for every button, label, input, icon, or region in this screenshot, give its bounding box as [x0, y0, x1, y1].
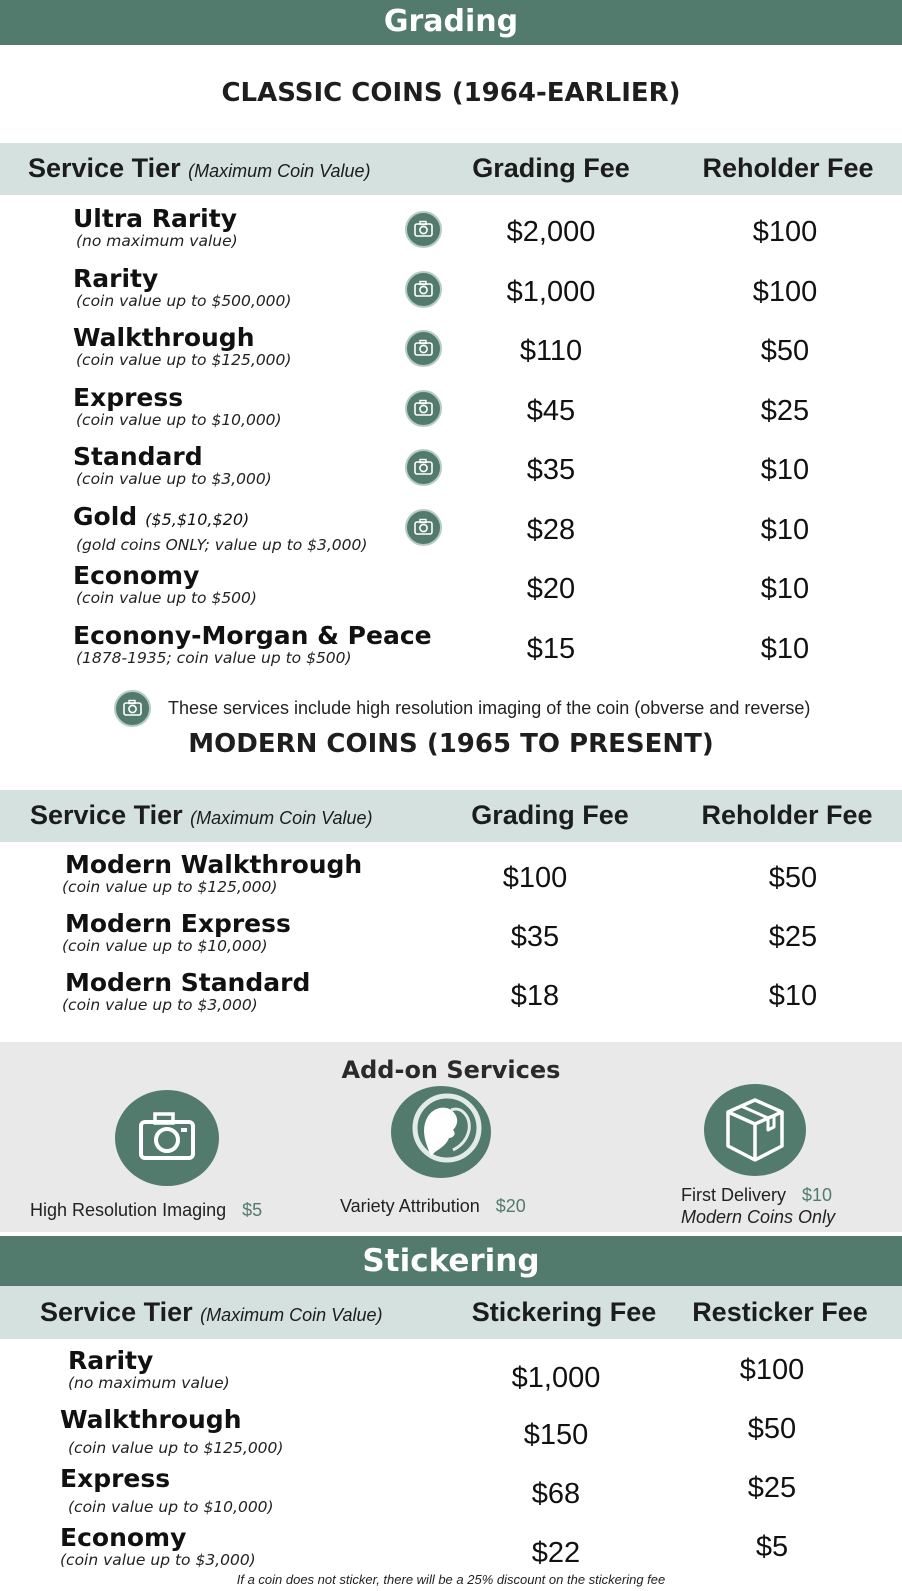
addon-variety-attribution — [340, 1196, 526, 1217]
table-row — [0, 1405, 902, 1461]
tier-limit: (coin value up to $10,000) — [76, 410, 282, 429]
grading-fee: $110 — [519, 335, 583, 367]
tier-limit: (1878-1935; coin value up to $500) — [76, 648, 352, 667]
table-row — [0, 323, 902, 379]
tier-limit: (coin value up to $125,000) — [76, 351, 292, 369]
resticker-fee: $50 — [747, 1413, 797, 1445]
tier-name — [73, 621, 432, 650]
tier-name-label: Economy — [73, 561, 200, 590]
header-tier-label: Service Tier — [28, 153, 181, 183]
header-reholder-fee: Reholder Fee — [702, 153, 874, 183]
resticker-fee: $100 — [739, 1354, 805, 1386]
header-grading-fee: Grading Fee — [472, 153, 630, 183]
tier-name: Modern Walkthrough — [65, 850, 363, 879]
stickering-table-header — [0, 1286, 902, 1339]
tier-name: Modern Express — [65, 909, 291, 938]
modern-table-header — [0, 790, 902, 842]
tier-limit: (coin value up to $500,000) — [76, 291, 292, 310]
camera-icon — [405, 271, 442, 308]
tier-name: Express — [60, 1464, 171, 1493]
table-row — [0, 204, 902, 260]
header-tier-note: (Maximum Coin Value) — [190, 808, 373, 828]
header-reholder-fee: Reholder Fee — [701, 800, 873, 830]
reholder-fee: $10 — [760, 513, 810, 546]
tier-name-label: Rarity — [73, 263, 159, 293]
reholder-fee: $100 — [752, 216, 818, 248]
tier-name: Economy — [60, 1523, 187, 1552]
reholder-fee: $100 — [752, 275, 818, 308]
package-icon — [704, 1084, 806, 1176]
grading-fee: $45 — [526, 394, 576, 427]
tier-name — [73, 561, 199, 590]
camera-icon — [405, 390, 442, 427]
reholder-fee: $10 — [760, 632, 810, 665]
tier-name — [73, 442, 203, 471]
grading-fee: $15 — [526, 632, 576, 665]
header-tier-label: Service Tier — [40, 1297, 193, 1327]
grading-fee: $1,000 — [506, 275, 596, 308]
tier-name-label: Gold — [73, 501, 138, 531]
tier-name-label: Ultra Rarity — [73, 204, 237, 233]
tier-name-extra: ($5,$10,$20) — [145, 509, 250, 529]
tier-limit: (gold coins ONLY; value up to $3,000) — [76, 535, 368, 554]
header-tier-note: (Maximum Coin Value) — [188, 161, 371, 181]
resticker-fee: $5 — [755, 1531, 789, 1563]
table-row — [0, 1523, 902, 1579]
table-row — [0, 621, 902, 677]
addon-price: $5 — [242, 1200, 263, 1220]
tier-limit: (coin value up to $3,000) — [60, 1551, 256, 1569]
tier-name: Modern Standard — [65, 968, 311, 997]
addon-high-resolution-imaging — [30, 1200, 262, 1221]
tier-name — [73, 323, 255, 352]
camera-icon — [405, 330, 442, 367]
tier-limit: (coin value up to $3,000) — [76, 470, 272, 488]
reholder-fee: $50 — [760, 335, 810, 367]
stickering-fee: $150 — [523, 1419, 589, 1451]
addon-label: First Delivery — [681, 1185, 787, 1205]
header-service-tier — [30, 800, 373, 831]
table-row — [0, 383, 902, 439]
header-tier-label: Service Tier — [30, 800, 183, 830]
header-tier-note: (Maximum Coin Value) — [200, 1305, 383, 1325]
tier-name-label: Econony-Morgan & Peace — [73, 620, 432, 650]
imaging-note-text: These services include high resolution imaging of the coin (obverse and reverse) — [168, 698, 811, 718]
addon-services-title: Add-on Services — [341, 1056, 561, 1084]
header-grading-fee: Grading Fee — [471, 800, 629, 830]
header-stickering-fee: Stickering Fee — [471, 1297, 657, 1327]
camera-icon — [405, 211, 442, 248]
grading-fee: $18 — [510, 980, 560, 1012]
grading-fee: $2,000 — [506, 216, 596, 248]
addon-price: $10 — [802, 1185, 833, 1205]
camera-icon — [114, 690, 151, 727]
table-row — [0, 442, 902, 498]
table-row — [0, 909, 902, 965]
stickering-footnote: If a coin does not sticker, there will be a 25% discount on the stickering fee — [236, 1572, 666, 1587]
tier-limit: (coin value up to $500) — [76, 589, 257, 607]
tier-name-label: Express — [73, 382, 184, 412]
tier-name — [73, 204, 237, 233]
modern-coins-title: MODERN COINS (1965 TO PRESENT) — [188, 729, 714, 759]
addon-first-delivery-note: Modern Coins Only — [681, 1207, 836, 1227]
tier-name-label: Standard — [73, 442, 203, 471]
addon-label: Variety Attribution — [340, 1196, 480, 1216]
stickering-fee: $68 — [531, 1478, 581, 1510]
tier-name-label: Walkthrough — [73, 323, 255, 352]
table-row — [0, 850, 902, 906]
tier-name — [73, 264, 158, 293]
header-service-tier — [40, 1297, 383, 1328]
coin-portrait-icon — [391, 1086, 491, 1178]
addon-services-panel — [0, 1042, 902, 1232]
table-row — [0, 502, 902, 558]
tier-limit: (no maximum value) — [76, 232, 238, 250]
classic-table-header — [0, 143, 902, 195]
reholder-fee: $25 — [760, 394, 810, 427]
table-row — [0, 264, 902, 320]
tier-limit: (coin value up to $10,000) — [62, 937, 268, 955]
grading-fee: $35 — [526, 454, 576, 486]
tier-limit: (coin value up to $3,000) — [62, 996, 258, 1014]
table-row — [0, 561, 902, 617]
addon-first-delivery — [681, 1185, 832, 1206]
tier-name — [73, 502, 249, 531]
camera-icon — [405, 509, 442, 546]
tier-limit: (coin value up to $125,000) — [62, 878, 278, 896]
stickering-banner: Stickering — [0, 1236, 902, 1286]
reholder-fee: $50 — [768, 862, 818, 894]
table-row — [0, 968, 902, 1024]
reholder-fee: $10 — [768, 980, 818, 1012]
grading-fee: $35 — [510, 921, 560, 953]
stickering-fee: $1,000 — [511, 1362, 601, 1394]
tier-name: Rarity — [68, 1346, 154, 1375]
table-row — [0, 1346, 902, 1402]
addon-label: High Resolution Imaging — [30, 1200, 227, 1220]
camera-icon — [405, 449, 442, 486]
resticker-fee: $25 — [747, 1472, 797, 1504]
header-service-tier — [28, 153, 371, 184]
grading-fee: $28 — [526, 513, 576, 546]
tier-name — [73, 383, 183, 412]
header-resticker-fee: Resticker Fee — [692, 1297, 868, 1327]
camera-icon — [115, 1090, 219, 1186]
tier-limit: (coin value up to $125,000) — [68, 1439, 284, 1457]
reholder-fee: $10 — [760, 454, 810, 486]
grading-banner: Grading — [0, 0, 902, 45]
tier-name: Walkthrough — [60, 1405, 242, 1434]
reholder-fee: $25 — [768, 921, 818, 953]
tier-limit: (coin value up to $10,000) — [68, 1498, 274, 1516]
reholder-fee: $10 — [760, 573, 810, 605]
grading-fee: $100 — [502, 862, 568, 894]
table-row — [0, 1464, 902, 1520]
grading-fee: $20 — [526, 573, 576, 605]
addon-price: $20 — [495, 1196, 526, 1216]
stickering-fee: $22 — [531, 1537, 581, 1569]
tier-limit: (no maximum value) — [68, 1374, 230, 1392]
classic-coins-title: CLASSIC COINS (1964-EARLIER) — [221, 78, 681, 108]
